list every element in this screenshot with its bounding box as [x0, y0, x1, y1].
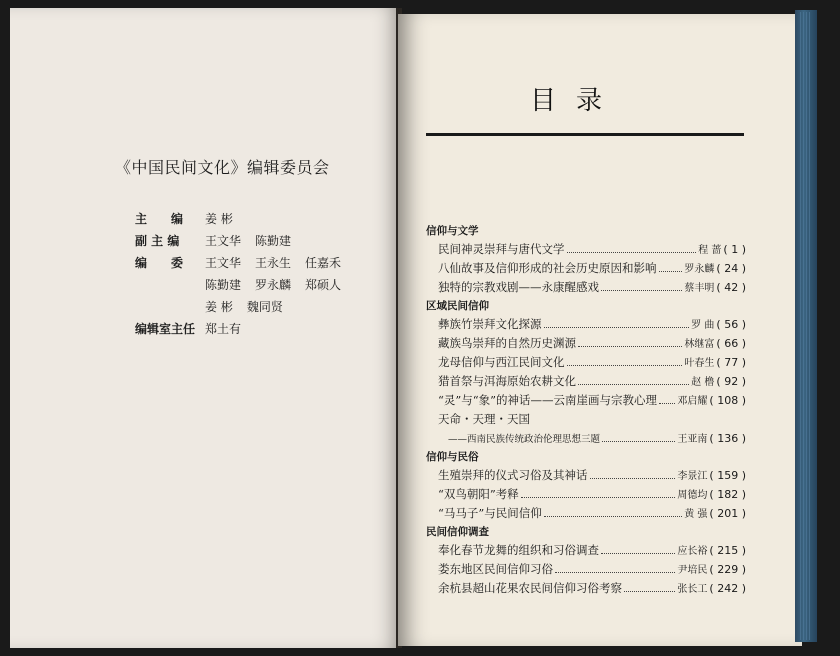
- toc-section-title: 民间信仰调查: [426, 526, 489, 538]
- toc-entry[interactable]: [426, 429, 746, 448]
- toc-entry[interactable]: [426, 579, 746, 598]
- toc-leader-dots: [567, 353, 683, 366]
- toc-leader-dots: [521, 485, 676, 498]
- toc-entry-title: “灵”与“象”的神话——云南崖画与宗教心理: [438, 393, 658, 407]
- toc-entry-title: 生殖崇拜的仪式习俗及其神话: [438, 468, 588, 482]
- toc-entry[interactable]: [426, 504, 746, 523]
- committee-names: [205, 298, 297, 315]
- committee-names: [205, 210, 247, 227]
- toc-entry-author: 蔡丰明: [684, 283, 715, 294]
- toc-entry[interactable]: [426, 560, 746, 579]
- page-edge-stripes: [800, 12, 812, 640]
- committee-title: 《中国民间文化》编辑委员会: [115, 158, 330, 177]
- toc-entry[interactable]: [426, 410, 746, 429]
- toc-entry[interactable]: [426, 466, 746, 485]
- table-of-contents: [426, 222, 746, 598]
- toc-entry-author: 林继富: [684, 339, 715, 350]
- toc-entry-author: 尹培民: [677, 565, 708, 576]
- toc-section-title: 信仰与文学: [426, 225, 479, 237]
- committee-member-name: 王文华: [205, 234, 242, 248]
- committee-names: [205, 254, 355, 271]
- toc-entry-author: 叶春生: [684, 358, 715, 369]
- toc-entry-title: “双鸟朝阳”考释: [438, 487, 519, 501]
- toc-leader-dots: [567, 240, 697, 253]
- toc-entry-page: ( 56 ): [716, 318, 746, 331]
- toc-entry-page: ( 108 ): [709, 394, 746, 407]
- toc-entry-title: 龙母信仰与西江民间文化: [438, 355, 565, 369]
- toc-entry-page: ( 42 ): [716, 281, 746, 294]
- committee-names: [205, 232, 305, 249]
- toc-entry[interactable]: [426, 353, 746, 372]
- toc-entry-author: 邓启耀: [677, 396, 708, 407]
- toc-entry-title: 八仙故事及信仰形成的社会历史原因和影响: [438, 261, 657, 275]
- toc-entry-page: ( 136 ): [709, 432, 746, 445]
- toc-leader-dots: [601, 278, 682, 291]
- committee-member-name: 王文华: [205, 256, 242, 270]
- toc-entry-title: 天命・天理・天国: [438, 412, 530, 426]
- toc-entry-page: ( 24 ): [716, 262, 746, 275]
- committee-role: 副 主 编: [135, 234, 180, 248]
- toc-entry-page: ( 215 ): [709, 544, 746, 557]
- toc-entry-title: ——西南民族传统政治伦理思想三题: [448, 434, 601, 445]
- toc-section-title: 区域民间信仰: [426, 300, 489, 312]
- toc-title: 目录: [530, 86, 623, 116]
- toc-leader-dots: [601, 541, 675, 554]
- toc-leader-dots: [659, 259, 683, 272]
- committee-names: [205, 276, 355, 293]
- committee-member-name: 罗永麟: [255, 278, 292, 292]
- committee-member-name: 王永生: [255, 256, 292, 270]
- toc-leader-dots: [578, 334, 682, 347]
- toc-entry[interactable]: [426, 278, 746, 297]
- committee-role: 编辑室主任: [135, 322, 196, 336]
- toc-entry-title: 独特的宗教戏剧——永康醒感戏: [438, 280, 599, 294]
- committee-member-name: 任嘉禾: [305, 256, 342, 270]
- toc-entry[interactable]: [426, 334, 746, 353]
- toc-leader-dots: [544, 504, 682, 517]
- committee-role: 主 编: [135, 212, 184, 226]
- committee-names: [205, 320, 255, 337]
- toc-entry-title: 藏族鸟崇拜的自然历史渊源: [438, 336, 576, 350]
- toc-entry-title: 猎首祭与洱海原始农耕文化: [438, 374, 576, 388]
- toc-entry-page: ( 201 ): [709, 507, 746, 520]
- toc-entry-page: ( 77 ): [716, 356, 746, 369]
- toc-entry-title: “马马子”与民间信仰: [438, 506, 542, 520]
- toc-entry-title: 民间神灵崇拜与唐代文学: [438, 242, 565, 256]
- committee-member-name: 郑硕人: [305, 278, 342, 292]
- toc-entry-author: 罗 曲: [691, 320, 715, 331]
- toc-entry-author: 周德均: [677, 490, 708, 501]
- toc-entry-author: 程 蔷: [698, 245, 722, 256]
- toc-entry-title: 娄东地区民间信仰习俗: [438, 562, 553, 576]
- toc-entry-author: 罗永麟: [684, 264, 715, 275]
- toc-section-title: 信仰与民俗: [426, 451, 479, 463]
- toc-entry[interactable]: [426, 259, 746, 278]
- toc-entry-title: 奉化春节龙舞的组织和习俗调查: [438, 543, 599, 557]
- toc-entry-page: ( 229 ): [709, 563, 746, 576]
- toc-leader-dots: [590, 466, 676, 479]
- toc-entry-author: 王亚南: [677, 434, 708, 445]
- toc-entry[interactable]: [426, 541, 746, 560]
- toc-entry-page: ( 66 ): [716, 337, 746, 350]
- committee-member-name: 郑土有: [205, 322, 242, 336]
- toc-rule: [426, 133, 744, 136]
- committee-member-name: 姜 彬: [205, 300, 233, 314]
- toc-entry-title: 余杭县超山花果农民间信仰习俗考察: [438, 581, 622, 595]
- committee-member-name: 陈勤建: [205, 278, 242, 292]
- toc-entry-author: 黄 强: [684, 509, 708, 520]
- toc-entry[interactable]: [426, 391, 746, 410]
- committee-member-name: 陈勤建: [255, 234, 292, 248]
- toc-entry-page: ( 182 ): [709, 488, 746, 501]
- toc-entry-author: 赵 橹: [691, 377, 715, 388]
- toc-leader-dots: [602, 429, 675, 442]
- toc-entry[interactable]: [426, 315, 746, 334]
- toc-entry[interactable]: [426, 485, 746, 504]
- committee-member-name: 姜 彬: [205, 212, 233, 226]
- toc-entry-page: ( 242 ): [709, 582, 746, 595]
- committee-member-name: 魏同贤: [246, 300, 283, 314]
- toc-leader-dots: [578, 372, 689, 385]
- toc-entry[interactable]: [426, 372, 746, 391]
- toc-leader-dots: [555, 560, 675, 573]
- committee-role: 编 委: [135, 256, 184, 270]
- toc-entry-title: 彝族竹崇拜文化探源: [438, 317, 542, 331]
- toc-entry[interactable]: [426, 240, 746, 259]
- toc-entry-author: 李景江: [677, 471, 708, 482]
- toc-entry-author: 应长裕: [677, 546, 708, 557]
- toc-entry-page: ( 92 ): [716, 375, 746, 388]
- toc-entry-author: 张长工: [677, 584, 708, 595]
- toc-leader-dots: [544, 315, 690, 328]
- toc-leader-dots: [624, 579, 675, 592]
- toc-entry-page: ( 1 ): [723, 243, 746, 256]
- toc-leader-dots: [659, 391, 675, 404]
- toc-entry-page: ( 159 ): [709, 469, 746, 482]
